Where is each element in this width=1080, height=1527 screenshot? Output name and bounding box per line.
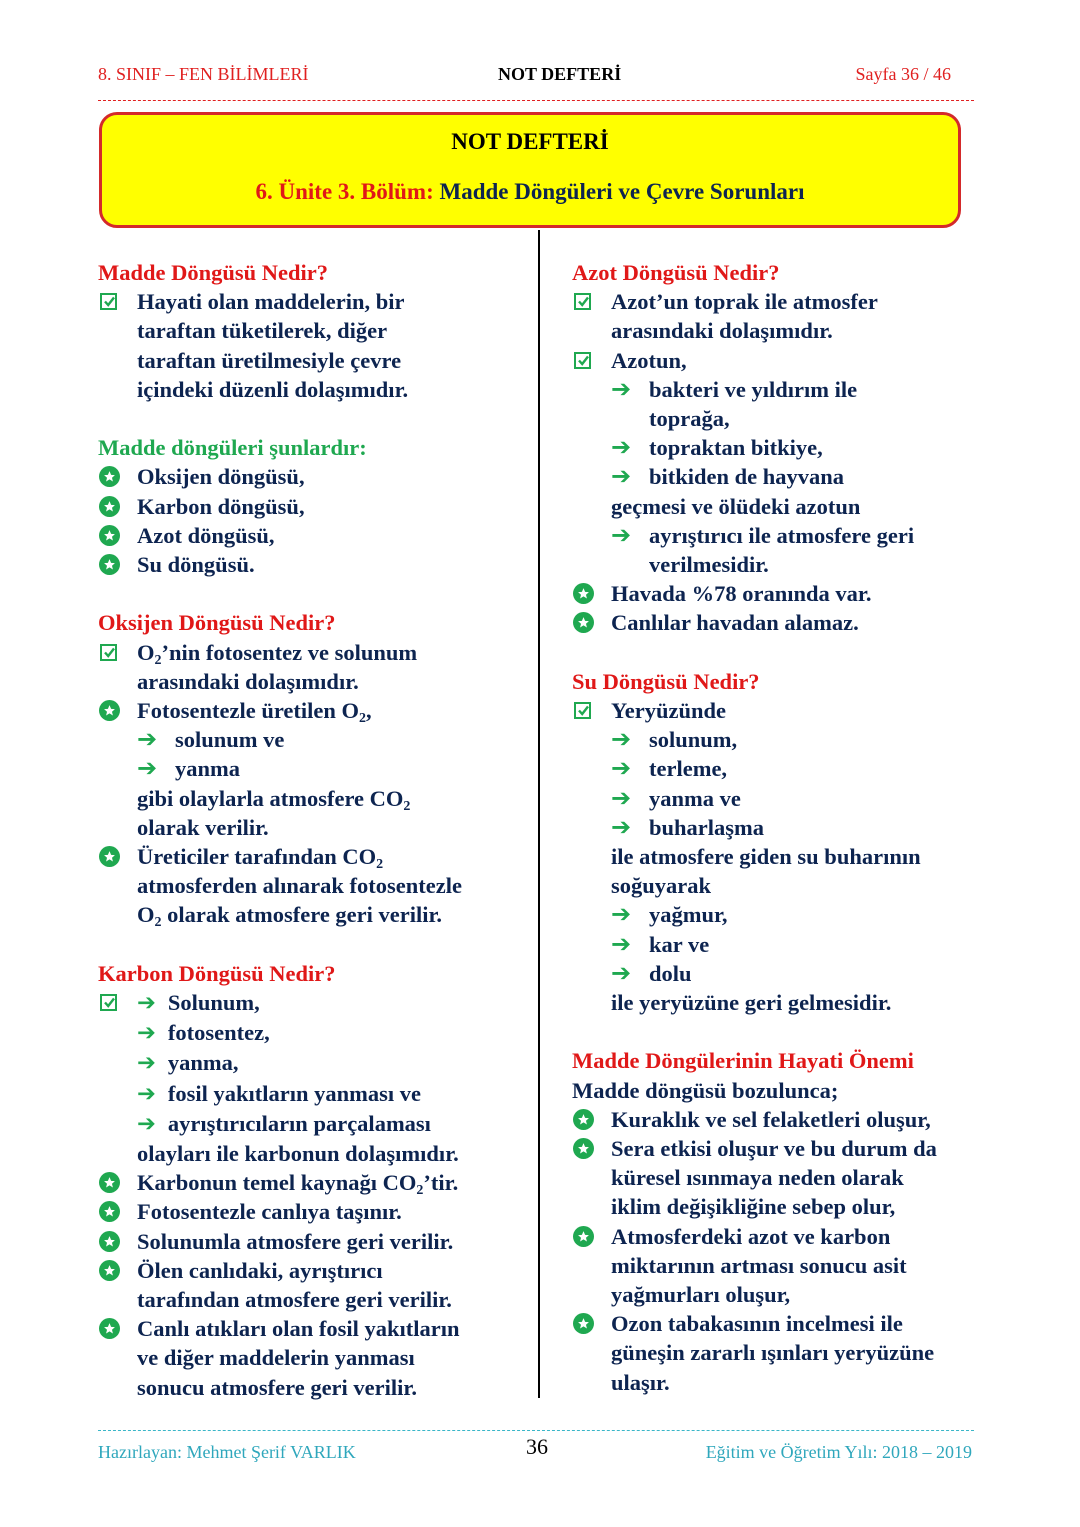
list-item: Havada %78 oranında var. [572, 579, 982, 608]
text-line: olayları ile karbonun dolaşımıdır. [137, 1141, 459, 1167]
list-item: Karbon döngüsü, [98, 492, 528, 521]
arrow-right-icon: ➔ [611, 900, 632, 929]
arrow-right-icon: ➔ [611, 433, 632, 462]
star-icon [572, 608, 602, 637]
text-line: arasındaki dolaşımıdır. [137, 668, 359, 694]
unit-title: Madde Döngüleri ve Çevre Sorunları [439, 179, 805, 204]
arrow-item: ➔ terleme, [611, 754, 728, 783]
arrow-item: ➔ kar ve [611, 929, 710, 958]
arrow-item: ➔ fosil yakıtların yanması ve [137, 1080, 421, 1107]
text-line: güneşin zararlı ışınları yeryüzüne [611, 1340, 935, 1366]
text-line: soğuyarak [611, 873, 712, 899]
section-heading-oksijen: Oksijen Döngüsü Nedir? [98, 610, 336, 636]
arrow-item: ➔ yanma [137, 754, 241, 783]
list-item: Azot döngüsü, [98, 521, 528, 550]
list-item: Oksijen döngüsü, [98, 462, 528, 491]
list-item: Azotun, [572, 346, 982, 375]
list-item: Yeryüzünde [572, 696, 982, 725]
text-line: iklim değişikliğine sebep olur, [611, 1194, 896, 1220]
arrow-item: ➔ yanma ve [611, 783, 741, 812]
star-icon [572, 1105, 602, 1134]
arrow-right-icon: ➔ [611, 374, 632, 403]
checkbox-icon [572, 346, 602, 375]
list-item: Fotosentezle canlıya taşınır. [98, 1197, 528, 1226]
section-heading-madde: Madde Döngüsü Nedir? [98, 260, 329, 285]
arrow-right-icon: ➔ [611, 929, 632, 958]
checkbox-icon [98, 988, 128, 1017]
arrow-right-icon: ➔ [137, 1020, 156, 1047]
arrow-right-icon: ➔ [611, 520, 632, 549]
text-line: taraftan tüketilerek, diğer [137, 318, 388, 344]
list-item: Ölen canlıdaki, ayrıştırıcı [98, 1256, 528, 1285]
arrow-item: ➔ ayrıştırıcıların parçalaması [137, 1110, 431, 1137]
text-line: yağmurları oluşur, [611, 1282, 791, 1308]
arrow-right-icon: ➔ [611, 783, 632, 812]
section-heading-azot: Azot Döngüsü Nedir? [572, 260, 780, 285]
text-line: atmosferden alınarak fotosentezle [137, 873, 462, 899]
section-heading-su: Su Döngüsü Nedir? [572, 668, 760, 694]
arrow-item: ➔ solunum, [611, 725, 738, 754]
page-number: 36 [526, 1434, 548, 1459]
text-line: verilmesidir. [649, 552, 769, 578]
right-column [572, 258, 982, 1397]
title-banner [99, 112, 961, 228]
text-line: miktarının artması sonucu asit [611, 1252, 907, 1278]
text-line: $O_2$ olarak atmosfere geri verilir. [137, 902, 443, 931]
list-item: Canlılar havadan alamaz. [572, 608, 982, 637]
text-line: toprağa, [649, 406, 730, 432]
author-label: Hazırlayan: Mehmet Şerif VARLIK [98, 1442, 356, 1462]
star-icon [572, 1134, 602, 1163]
list-item: Hayati olan maddelerin, bir [98, 287, 528, 316]
section-heading-onem: Madde Döngülerinin Hayati Önemi [572, 1048, 914, 1074]
list-item: Ozon tabakasının incelmesi ile [572, 1309, 982, 1338]
banner-title: NOT DEFTERİ [451, 129, 609, 154]
star-icon [98, 1197, 128, 1226]
list-item: Su döngüsü. [98, 550, 528, 579]
text-line: olarak verilir. [137, 814, 269, 840]
text-line: ulaşır. [611, 1369, 670, 1395]
arrow-item: ➔ yağmur, [611, 900, 728, 929]
star-icon [98, 1314, 128, 1343]
list-item: Fotosentezle üretilen $O_2$, [98, 696, 528, 725]
column-divider [538, 230, 540, 1398]
list-item: ➔ Solunum, [98, 988, 528, 1018]
left-column [98, 258, 528, 1402]
text-line: gibi olaylarla atmosfere $CO_2$ [137, 785, 411, 814]
checkbox-icon [98, 287, 128, 316]
academic-year: Eğitim ve Öğretim Yılı: 2018 – 2019 [705, 1442, 972, 1462]
arrow-right-icon: ➔ [137, 754, 158, 783]
arrow-right-icon: ➔ [611, 958, 632, 987]
arrow-item: ➔ bitkiden de hayvana [611, 462, 845, 491]
star-icon [98, 550, 128, 579]
text-line: ile atmosfere giden su buharının [611, 844, 921, 870]
checkbox-icon [98, 638, 128, 667]
banner-subtitle [102, 179, 958, 205]
text-line: ile yeryüzüne geri gelmesidir. [611, 990, 892, 1016]
arrow-item: ➔ fotosentez, [137, 1020, 270, 1047]
text-line: geçmesi ve ölüdeki azotun [611, 493, 861, 519]
checkbox-icon [572, 287, 602, 316]
arrow-right-icon: ➔ [137, 725, 158, 754]
list-item: Üreticiler tarafından $CO_2$ [98, 842, 528, 871]
arrow-item: ➔ bakteri ve yıldırım ile [611, 374, 858, 403]
arrow-item: ➔ topraktan bitkiye, [611, 433, 823, 462]
arrow-item: ➔ buharlaşma [611, 812, 765, 841]
list-item: Solunumla atmosfere geri verilir. [98, 1227, 528, 1256]
text-line: Madde döngüsü bozulunca; [572, 1077, 839, 1103]
header-divider [98, 100, 974, 101]
arrow-item: ➔ solunum ve [137, 725, 285, 754]
document-title: NOT DEFTERİ [498, 64, 622, 84]
star-icon [98, 492, 128, 521]
unit-label: 6. Ünite 3. Bölüm: [255, 179, 434, 204]
page-footer [98, 1434, 974, 1470]
section-heading-list: Madde döngüleri şunlardır: [98, 435, 367, 461]
star-icon [98, 462, 128, 491]
text-line: içindeki düzenli dolaşımıdır. [137, 376, 409, 402]
arrow-right-icon: ➔ [611, 462, 632, 491]
text-line: arasındaki dolaşımıdır. [611, 318, 833, 344]
list-item: $O_2’nin$ fotosentez ve solunum [98, 638, 528, 667]
arrow-right-icon: ➔ [611, 725, 632, 754]
text-line: küresel ısınmaya neden olarak [611, 1165, 904, 1191]
arrow-right-icon: ➔ [137, 1080, 156, 1107]
star-icon [572, 1309, 602, 1338]
star-icon [572, 579, 602, 608]
arrow-right-icon: ➔ [137, 990, 156, 1017]
arrow-right-icon: ➔ [611, 754, 632, 783]
list-item: Kuraklık ve sel felaketleri oluşur, [572, 1105, 982, 1134]
checkbox-icon [572, 696, 602, 725]
arrow-item: ➔ yanma, [137, 1050, 239, 1077]
list-item: Azot’un toprak ile atmosfer [572, 287, 982, 316]
star-icon [98, 842, 128, 871]
arrow-item: ➔ dolu [611, 958, 692, 987]
arrow-right-icon: ➔ [137, 1110, 156, 1137]
list-item: Sera etkisi oluşur ve bu durum da [572, 1134, 982, 1163]
star-icon [98, 1256, 128, 1285]
footer-divider [98, 1430, 974, 1431]
page-header [98, 64, 973, 92]
text-line: tarafından atmosfere geri verilir. [137, 1287, 452, 1313]
text-line: ve diğer maddelerin yanması [137, 1345, 415, 1371]
star-icon [98, 1227, 128, 1256]
page-indicator: Sayfa 36 / 46 [855, 64, 951, 84]
arrow-right-icon: ➔ [137, 1050, 156, 1077]
star-icon [98, 521, 128, 550]
star-icon [572, 1222, 602, 1251]
list-item: Canlı atıkları olan fosil yakıtların [98, 1314, 528, 1343]
star-icon [98, 696, 128, 725]
arrow-item: ➔ ayrıştırıcı ile atmosfere geri [611, 520, 915, 549]
course-label: 8. SINIF – FEN BİLİMLERİ [98, 64, 309, 84]
text-line: taraftan üretilmesiyle çevre [137, 347, 402, 373]
list-item: Karbonun temel kaynağı $CO_2’tir$. [98, 1168, 528, 1197]
star-icon [98, 1168, 128, 1197]
text-line: sonucu atmosfere geri verilir. [137, 1374, 417, 1400]
list-item: Atmosferdeki azot ve karbon [572, 1222, 982, 1251]
arrow-right-icon: ➔ [611, 812, 632, 841]
section-heading-karbon: Karbon Döngüsü Nedir? [98, 960, 336, 986]
